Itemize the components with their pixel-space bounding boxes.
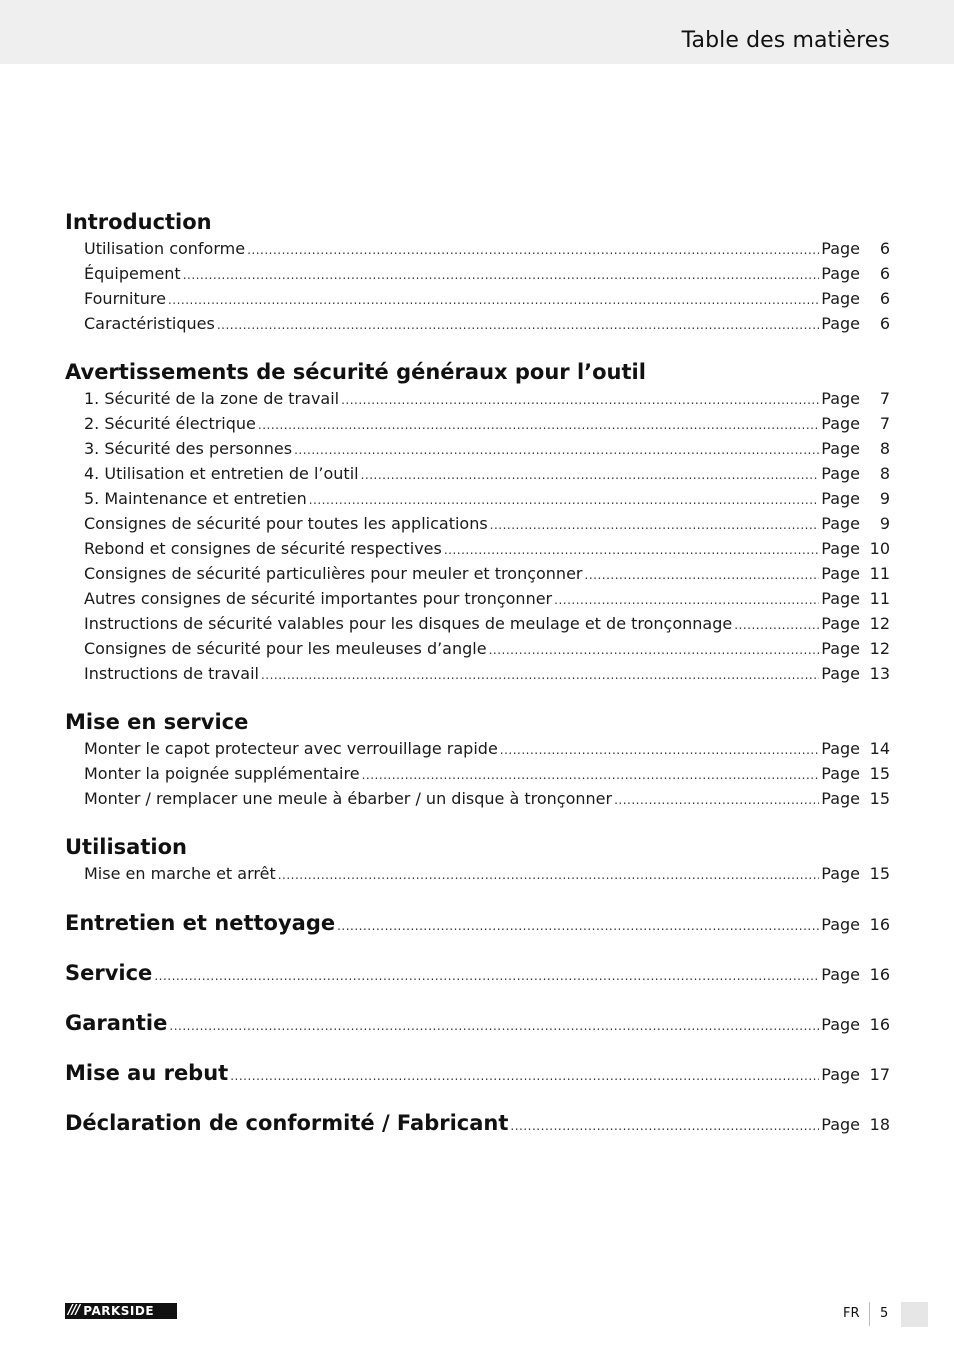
page-word: Page [821, 764, 860, 783]
section-title: Utilisation [65, 835, 187, 859]
toc-top-entry[interactable] [65, 998, 890, 1048]
page-number: 15 [869, 864, 890, 883]
page-word: Page [821, 539, 860, 558]
toc-entry[interactable] [65, 561, 890, 586]
dot-leader [337, 901, 819, 951]
entry-label: Garantie [65, 1011, 168, 1035]
dot-leader [294, 438, 819, 463]
entry-label: Mise au rebut [65, 1061, 229, 1085]
parkside-logo [65, 1303, 177, 1319]
logo-text: PARKSIDE [83, 1304, 155, 1318]
entry-label: 4. Utilisation et entretien de l’outil [84, 464, 359, 483]
toc-top-entry[interactable] [65, 948, 890, 998]
toc-section [65, 833, 890, 886]
page-word: Page [821, 915, 860, 934]
language-code: FR [843, 1306, 860, 1321]
footer-divider [869, 1302, 870, 1326]
toc-entry[interactable] [65, 736, 890, 761]
page-number: 15 [869, 764, 890, 783]
page-number: 9 [879, 514, 890, 533]
page-word: Page [821, 1065, 860, 1084]
dot-leader [361, 463, 820, 488]
toc-entry[interactable] [65, 461, 890, 486]
entry-label: 2. Sécurité électrique [84, 414, 256, 433]
dot-leader [489, 638, 820, 663]
page-word: Page [821, 464, 860, 483]
page-word: Page [821, 639, 860, 658]
page-number: 15 [869, 789, 890, 808]
section-title: Mise en service [65, 710, 249, 734]
page-number: 8 [879, 464, 890, 483]
toc-entry[interactable] [65, 311, 890, 336]
toc-entry[interactable] [65, 611, 890, 636]
page-word: Page [821, 1015, 860, 1034]
entry-label: Monter / remplacer une meule à ébarber / un disque à tronçonner [84, 789, 613, 808]
entry-label: Monter le capot protecteur avec verrouillage rapide [84, 739, 498, 758]
entry-label: Instructions de sécurité valables pour les disques de meulage et de tronçonnage [84, 614, 733, 633]
toc-entry[interactable] [65, 236, 890, 261]
page-number: 16 [869, 965, 890, 984]
dot-leader [362, 763, 820, 788]
page-word: Page [821, 864, 860, 883]
dot-leader [183, 263, 820, 288]
toc-entry[interactable] [65, 586, 890, 611]
toc-entry[interactable] [65, 261, 890, 286]
toc-entry[interactable] [65, 536, 890, 561]
page-word: Page [821, 564, 860, 583]
dot-leader [169, 1001, 819, 1051]
entry-label: Consignes de sécurité pour les meuleuses d’angle [84, 639, 487, 658]
page-number: 6 [879, 289, 890, 308]
entry-label: Instructions de travail [84, 664, 259, 683]
page-number: 6 [879, 264, 890, 283]
page-word: Page [821, 314, 860, 333]
toc-top-entry[interactable] [65, 1098, 890, 1148]
footer-tab-marker [901, 1302, 928, 1327]
entry-label: Entretien et nettoyage [65, 911, 336, 935]
entry-label: Caractéristiques [84, 314, 215, 333]
dot-leader [258, 413, 819, 438]
entry-label: Service [65, 961, 153, 985]
dot-leader [217, 313, 819, 338]
page-word: Page [821, 239, 860, 258]
dot-leader [554, 588, 819, 613]
entry-label: Utilisation conforme [84, 239, 246, 258]
entry-label: 3. Sécurité des personnes [84, 439, 293, 458]
toc-entry[interactable] [65, 286, 890, 311]
section-title: Introduction [65, 210, 212, 234]
page-number: 8 [879, 439, 890, 458]
entry-label: Rebond et consignes de sécurité respectives [84, 539, 442, 558]
toc-entry[interactable] [65, 786, 890, 811]
page-number: 11 [869, 589, 890, 608]
entry-label: Monter la poignée supplémentaire [84, 764, 360, 783]
page-word: Page [821, 439, 860, 458]
toc-top-entry[interactable] [65, 898, 890, 948]
entry-label: Déclaration de conformité / Fabricant [65, 1111, 509, 1135]
dot-leader [230, 1051, 819, 1101]
page-number: 13 [869, 664, 890, 683]
dot-leader [500, 738, 819, 763]
page-word: Page [821, 965, 860, 984]
toc-entry[interactable] [65, 861, 890, 886]
page-number: 11 [869, 564, 890, 583]
toc-section [65, 708, 890, 811]
toc-section [65, 358, 890, 686]
entry-label: Fourniture [84, 289, 166, 308]
page-number: 17 [869, 1065, 890, 1084]
page-word: Page [821, 589, 860, 608]
dot-leader [278, 863, 820, 888]
page-number: 16 [869, 1015, 890, 1034]
toc-entry[interactable] [65, 486, 890, 511]
page-number: 12 [869, 639, 890, 658]
page-word: Page [821, 264, 860, 283]
dot-leader [585, 563, 820, 588]
dot-leader [168, 288, 819, 313]
entry-label: Autres consignes de sécurité importantes pour tronçonner [84, 589, 553, 608]
page-word: Page [821, 739, 860, 758]
entry-label: Mise en marche et arrêt [84, 864, 276, 883]
dot-leader [510, 1101, 819, 1151]
toc-entry[interactable] [65, 636, 890, 661]
dot-leader [309, 488, 820, 513]
page-number: 10 [869, 539, 890, 558]
toc-entry[interactable] [65, 761, 890, 786]
toc-top-entry[interactable] [65, 1048, 890, 1098]
entry-label: Consignes de sécurité pour toutes les applications [84, 514, 488, 533]
toc-entry[interactable] [65, 386, 890, 411]
footer-page-number: 5 [880, 1306, 889, 1321]
page-word: Page [821, 514, 860, 533]
page-word: Page [821, 614, 860, 633]
dot-leader [261, 663, 819, 688]
page-word: Page [821, 389, 860, 408]
entry-label: Équipement [84, 264, 181, 283]
page-number: 14 [869, 739, 890, 758]
page-word: Page [821, 1115, 860, 1134]
toc-entry[interactable] [65, 436, 890, 461]
page-word: Page [821, 664, 860, 683]
page-number: 6 [879, 314, 890, 333]
page-word: Page [821, 414, 860, 433]
dot-leader [154, 951, 819, 1001]
toc-entry[interactable] [65, 411, 890, 436]
toc-entry[interactable] [65, 661, 890, 686]
page-number: 18 [869, 1115, 890, 1134]
page-number: 7 [879, 414, 890, 433]
page-word: Page [821, 489, 860, 508]
page-number: 16 [869, 915, 890, 934]
section-title: Avertissements de sécurité généraux pour l’outil [65, 360, 646, 384]
dot-leader [341, 388, 819, 413]
page-title: Table des matières [681, 28, 890, 53]
dot-leader [490, 513, 820, 538]
dot-leader [614, 788, 819, 813]
entry-label: 5. Maintenance et entretien [84, 489, 307, 508]
page-number: 7 [879, 389, 890, 408]
table-of-contents [65, 208, 890, 1148]
page-word: Page [821, 289, 860, 308]
logo-stripes-icon: /// [68, 1303, 80, 1318]
page-number: 9 [879, 489, 890, 508]
page-number: 6 [879, 239, 890, 258]
page-number: 12 [869, 614, 890, 633]
dot-leader [734, 613, 819, 638]
toc-entry[interactable] [65, 511, 890, 536]
toc-section [65, 208, 890, 336]
dot-leader [247, 238, 819, 263]
entry-label: 1. Sécurité de la zone de travail [84, 389, 340, 408]
dot-leader [444, 538, 819, 563]
page-word: Page [821, 789, 860, 808]
entry-label: Consignes de sécurité particulières pour meuler et tronçonner [84, 564, 583, 583]
